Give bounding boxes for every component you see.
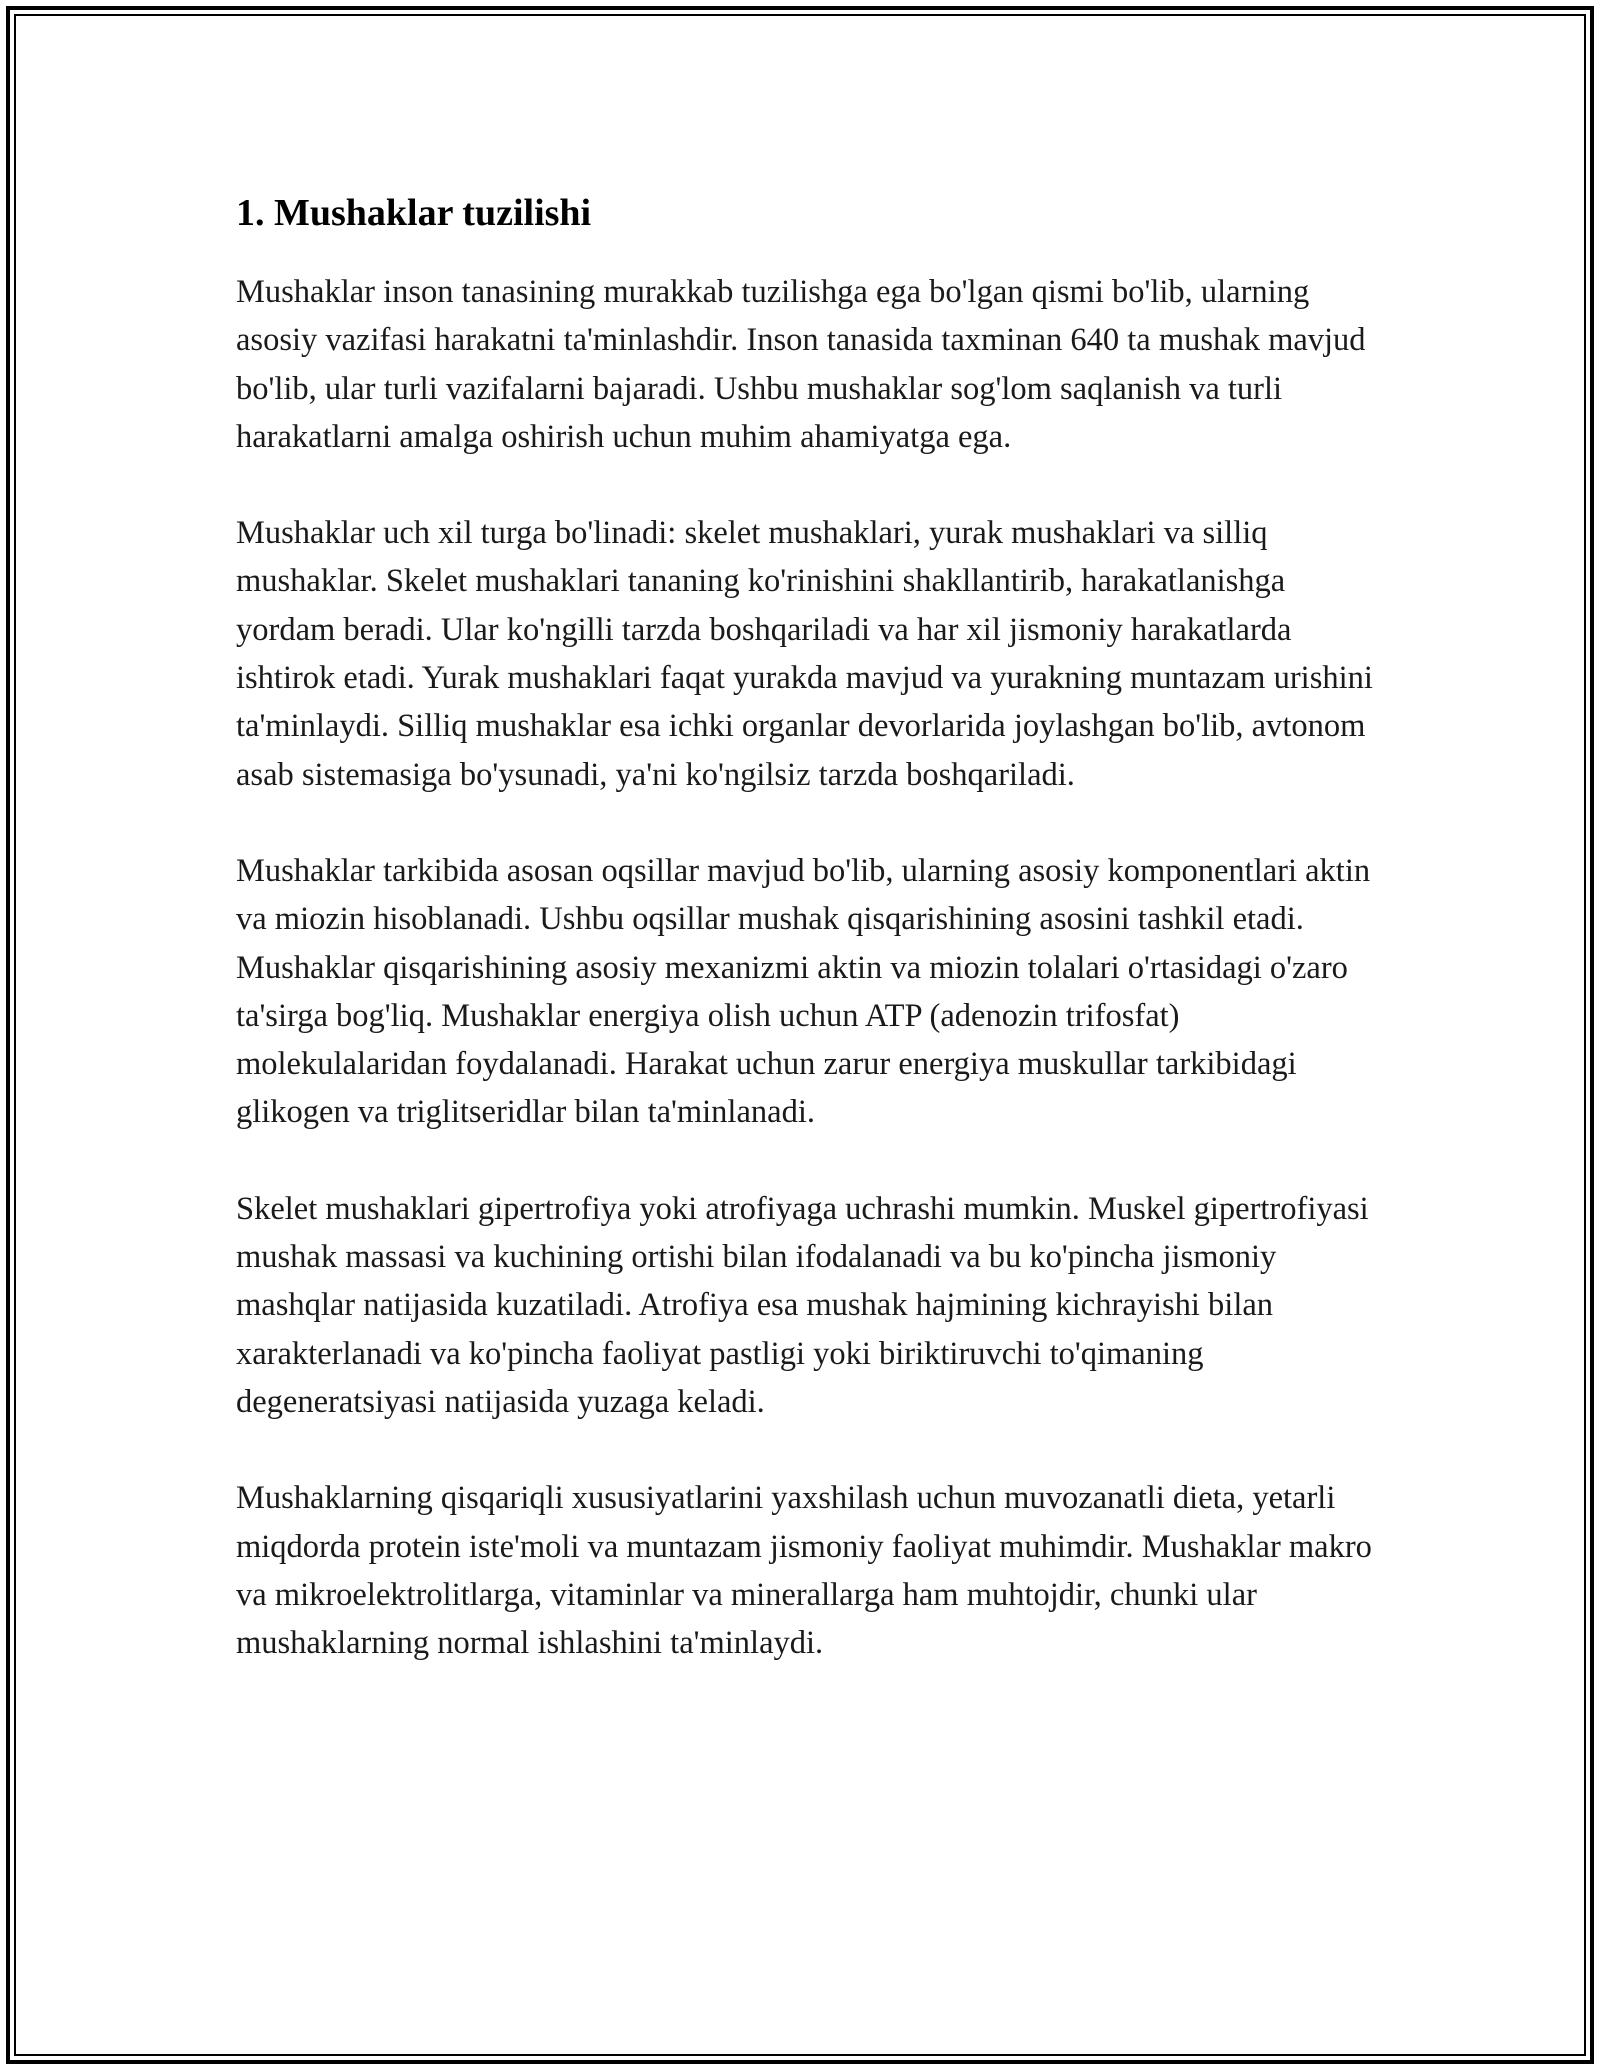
paragraph-2: Mushaklar uch xil turga bo'linadi: skelet mushaklari, yurak mushaklari va silliq mushaklar. Skelet mushaklari tananing ko'rinishini shakllantirib, harakatlanishga yordam beradi. Ular ko'ngilli tarzda boshqariladi va har xil jismoniy harakatlarda ishtirok etadi. Yurak mushaklari faqat yurakda mavjud va yurakning muntazam urishini ta'minlaydi. Silliq mushaklar esa ichki organlar devorlarida joylashgan bo'lib, avtonom asab sistemasiga bo'ysunadi, ya'ni ko'ngilsiz tarzda boshqariladi.	[236, 515, 1373, 793]
paragraph-3: Mushaklar tarkibida asosan oqsillar mavjud bo'lib, ularning asosiy komponentlari aktin va miozin hisoblanadi. Ushbu oqsillar mushak qisqarishining asosini tashkil etadi. Mushaklar qisqarishining asosiy mexanizmi aktin va miozin tolalari o'rtasidagi o'zaro ta'sirga bog'liq. Mushaklar energiya olish uchun ATP (adenozin trifosfat) molekulalaridan foydalanadi. Harakat uchun zarur energiya muskullar tarkibidagi glikogen va triglitseridlar bilan ta'minlanadi.	[236, 852, 1371, 1131]
document-body	[236, 188, 1376, 1715]
paragraph-4: Skelet mushaklari gipertrofiya yoki atrofiyaga uchrashi mumkin. Muskel gipertrofiyasi mushak massasi va kuchining ortishi bilan ifodalanadi va bu ko'pincha jismoniy mashqlar natijasida kuzatiladi. Atrofiya esa mushak hajmining kichrayishi bilan xarakterlanadi va ko'pincha faoliyat pastligi yoki biriktiruvchi to'qimaning degeneratsiyasi natijasida yuzaga keladi.	[236, 1190, 1369, 1420]
section-heading: 1. Mushaklar tuzilishi	[236, 192, 592, 234]
paragraph-1: Mushaklar inson tanasining murakkab tuzilishga ega bo'lgan qismi bo'lib, ularning asosiy vazifasi harakatni ta'minlashdir. Inson tanasida taxminan 640 ta mushak mavjud bo'lib, ular turli vazifalarni bajaradi. Ushbu mushaklar sog'lom saqlanish va turli harakatlarni amalga oshirish uchun muhim ahamiyatga ega.	[236, 274, 1366, 455]
paragraph-5: Mushaklarning qisqariqli xususiyatlarini yaxshilash uchun muvozanatli dieta, yetarli miqdorda protein iste'moli va muntazam jismoniy faoliyat muhimdir. Mushaklar makro va mikroelektrolitlarga, vitaminlar va minerallarga ham muhtojdir, chunki ular mushaklarning normal ishlashini ta'minlaydi.	[236, 1480, 1372, 1662]
